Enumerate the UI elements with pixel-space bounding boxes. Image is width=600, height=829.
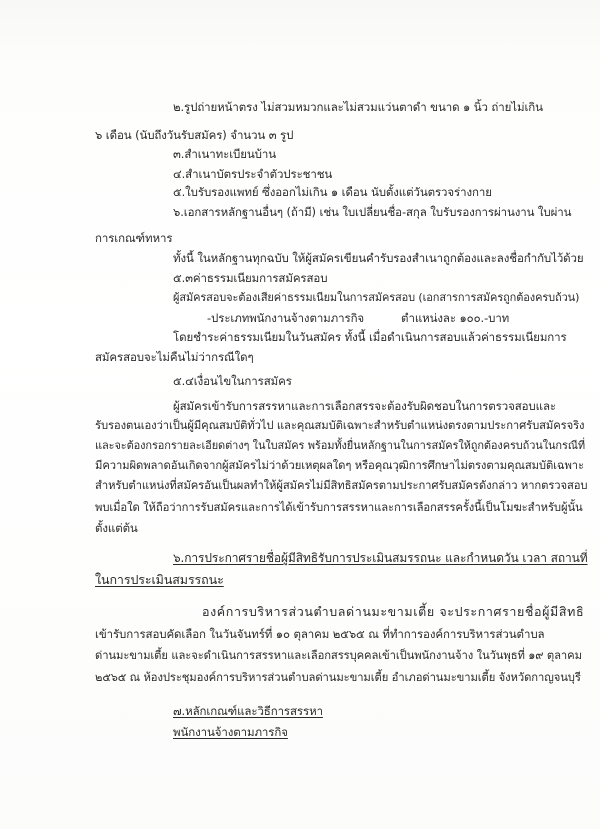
section-5-3-heading: ๕.๓ค่าธรรมเนียมการสมัครสอบ xyxy=(173,271,328,285)
announcement-line-2: เข้ารับการสอบคัดเลือก ในวันจันทร์ที่ ๑๐ ตุลาคม ๒๕๖๕ ณ ที่ทำการองค์การบริหารส่วนตำบล xyxy=(95,627,545,641)
section-6-heading-cont: ในการประเมินสมรรถนะ xyxy=(95,572,224,587)
conditions-paragraph-line-5: สำหรับตำแหน่งที่สมัครอันเป็นผลทำให้ผู้สมัครไม่มีสิทธิสมัครตามประกาศรับสมัครดังกล่าว หากตรวจสอบ xyxy=(95,479,588,492)
announcement-line-4: ๒๕๖๕ ณ ห้องประชุมองค์การบริหารส่วนตำบลด่านมะขามเตี้ย อำเภอด่านมะขามเตี้ย จังหวัดกาญจนบุรี xyxy=(95,671,581,684)
section-6-heading: ๖.การประกาศรายชื่อผู้มีสิทธิรับการประเมินสมรรถนะ และกำหนดวัน เวลา สถานที่ xyxy=(173,551,588,565)
fee-paragraph: ผู้สมัครสอบจะต้องเสียค่าธรรมเนียมในการสมัครสอบ (เอกสารการสมัครถูกต้องครบถ้วน) xyxy=(173,291,580,304)
fee-payment-note-cont: สมัครสอบจะไม่คืนไม่ว่ากรณีใดๆ xyxy=(95,350,254,364)
section-7-heading: ๗.หลักเกณฑ์และวิธีการสรรหา xyxy=(173,704,323,718)
item-other-documents: ๖.เอกสารหลักฐานอื่นๆ (ถ้ามี) เช่น ใบเปลี่ยนชื่อ-สกุล ใบรับรองการผ่านงาน ใบผ่าน xyxy=(173,205,572,219)
announcement-line-1: องค์การบริหารส่วนตำบลด่านมะขามเตี้ย จะประกาศรายชื่อผู้มีสิทธิ xyxy=(202,604,585,619)
conditions-paragraph-line-3: และจะต้องกรอกรายละเอียดต่างๆ ในใบสมัคร พร้อมทั้งยื่นหลักฐานในการสมัครให้ถูกต้องครบถ้วนในกรณีที่ xyxy=(95,439,586,452)
fee-payment-note: โดยชำระค่าธรรมเนียมในวันสมัคร ทั้งนี้ เมื่อดำเนินการสอบแล้วค่าธรรมเนียมการ xyxy=(173,330,567,344)
conditions-paragraph-line-1: ผู้สมัครเข้ารับการสรรหาและการเลือกสรรจะต้องรับผิดชอบในการตรวจสอบและ xyxy=(173,399,556,413)
certification-note: ทั้งนี้ ในหลักฐานทุกฉบับ ให้ผู้สมัครเขียนคำรับรองสำเนาถูกต้องและลงชื่อกำกับไว้ด้วย xyxy=(173,251,584,265)
conditions-paragraph-line-4: มีความผิดพลาดอันเกิดจากผู้สมัครไม่ว่าด้วยเหตุผลใดๆ หรือคุณวุฒิการศึกษาไม่ตรงตามคุณสมบัติเฉพาะ xyxy=(95,459,584,472)
item-id-card: ๔.สำเนาบัตรประจำตัวประชาชน xyxy=(173,167,333,181)
item-photo-requirement-cont: ๖ เดือน (นับถึงวันรับสมัคร) จำนวน ๓ รูป xyxy=(95,128,294,142)
section-7-subheading: พนักงานจ้างตามภารกิจ xyxy=(173,725,288,739)
conditions-paragraph-line-7: ตั้งแต่ต้น xyxy=(95,521,138,535)
item-medical-certificate: ๕.ใบรับรองแพทย์ ซึ่งออกไม่เกิน ๑ เดือน นับตั้งแต่วันตรวจร่างกาย xyxy=(173,185,492,199)
fee-position-type: -ประเภทพนักงานจ้างตามภารกิจ xyxy=(207,311,365,325)
item-other-documents-cont: การเกณฑ์ทหาร xyxy=(95,231,173,245)
announcement-line-3: ด่านมะขามเตี้ย และจะดำเนินการสรรหาและเลือกสรรบุคคลเข้าเป็นพนักงานจ้าง ในวันพุธที่ ๑๙ ตุลาคม xyxy=(95,649,582,662)
item-photo-requirement: ๒.รูปถ่ายหน้าตรง ไม่สวมหมวกและไม่สวมแว่นตาดำ ขนาด ๑ นิ้ว ถ่ายไม่เกิน xyxy=(173,100,543,114)
item-house-registration: ๓.สำเนาทะเบียนบ้าน xyxy=(173,147,276,161)
conditions-paragraph-line-2: รับรองตนเองว่าเป็นผู้มีคุณสมบัติทั่วไป และคุณสมบัติเฉพาะสำหรับตำแหน่งตรงตามประกาศรับสมัครจริง xyxy=(95,419,585,432)
conditions-paragraph-line-6: พบเมื่อใด ให้ถือว่าการรับสมัครและการได้เข้ารับการสรรหาและการเลือกสรรครั้งนี้เป็นโมฆะสำหรับผู้นั้น xyxy=(95,501,583,514)
section-5-4-heading: ๕.๔เงื่อนไขในการสมัคร xyxy=(173,374,292,388)
fee-amount: ตำแหน่งละ ๑๐๐.-บาท xyxy=(401,311,510,325)
